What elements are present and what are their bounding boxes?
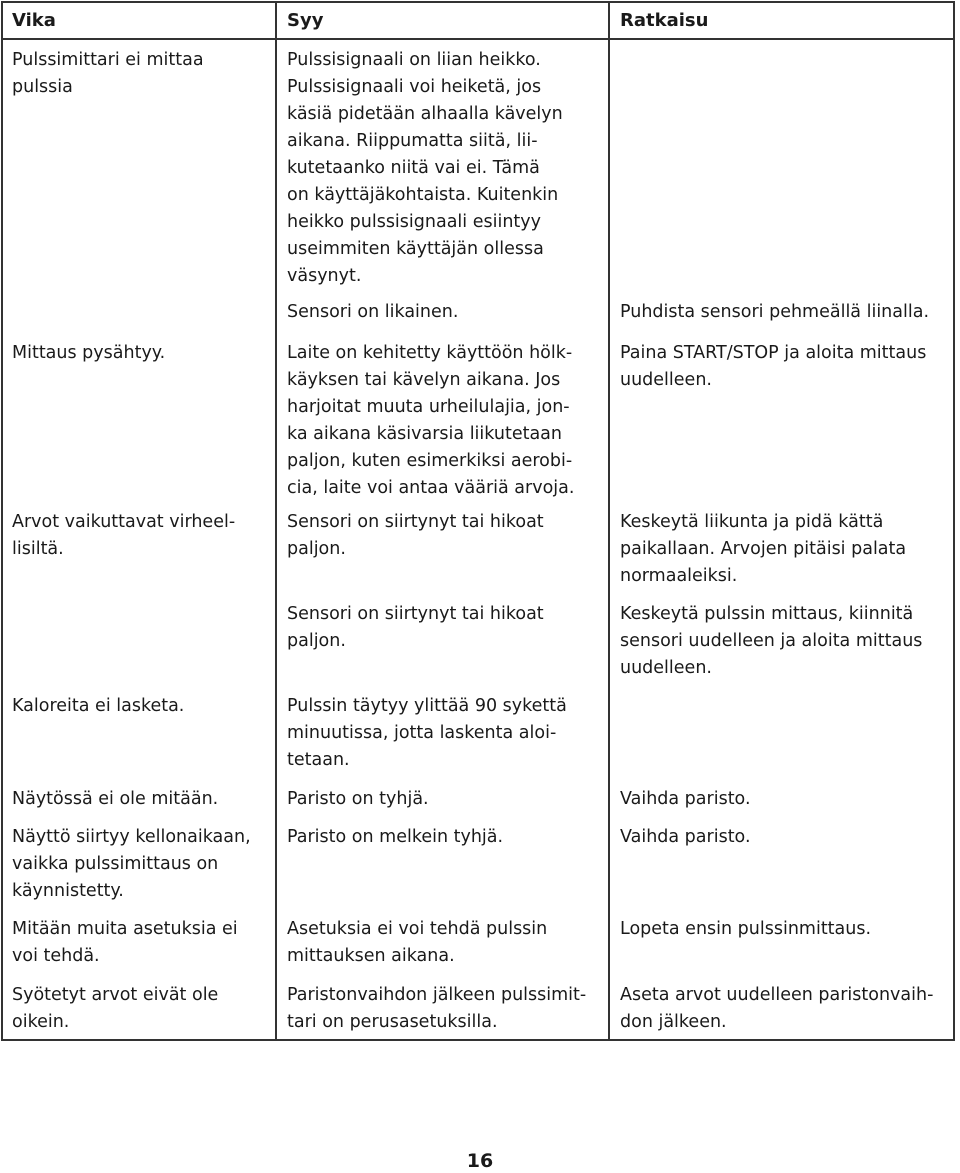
row-10-ratkaisu: Aseta arvot uudelleen paristonvaih- don jälkeen. <box>620 985 934 1032</box>
header-ratkaisu: Ratkaisu <box>620 10 709 31</box>
row-5-syy: Sensori on siirtynyt tai hikoat paljon. <box>287 604 544 651</box>
row-3-syy: Laite on kehitetty käyttöön hölk- käyksen tai kävelyn aikana. Jos harjoitat muuta urheilulajia, jon- ka aikana käsivarsia liikutetaan paljon, kuten esimerkiksi aerobi- cia, laite voi antaa vääriä arvoja. <box>287 343 575 498</box>
row-2-ratkaisu: Puhdista sensori pehmeällä liinalla. <box>620 302 930 322</box>
row-8-syy: Paristo on melkein tyhjä. <box>287 827 504 847</box>
row-4-ratkaisu: Keskeytä liikunta ja pidä kättä paikallaan. Arvojen pitäisi palata normaaleiksi. <box>620 512 907 586</box>
row-3-ratkaisu: Paina START/STOP ja aloita mittaus uudelleen. <box>620 343 927 390</box>
header-vika: Vika <box>12 10 56 31</box>
table-border-left <box>1 2 3 1041</box>
row-9-syy: Asetuksia ei voi tehdä pulssin mittauksen aikana. <box>287 919 548 966</box>
table-border-right <box>953 2 955 1041</box>
row-7-syy: Paristo on tyhjä. <box>287 789 429 809</box>
table-border-bottom <box>1 1039 955 1041</box>
row-8-ratkaisu: Vaihda paristo. <box>620 827 751 847</box>
row-1-vika: Pulssimittari ei mittaa pulssia <box>12 50 204 97</box>
row-5-ratkaisu: Keskeytä pulssin mittaus, kiinnitä sensori uudelleen ja aloita mittaus uudelleen. <box>620 604 923 678</box>
row-2-syy: Sensori on likainen. <box>287 302 459 322</box>
header-divider <box>1 38 955 40</box>
row-4-syy: Sensori on siirtynyt tai hikoat paljon. <box>287 512 544 559</box>
row-4-vika: Arvot vaikuttavat virheel- lisiltä. <box>12 512 236 559</box>
header-syy: Syy <box>287 10 324 31</box>
row-9-ratkaisu: Lopeta ensin pulssinmittaus. <box>620 919 872 939</box>
row-1-syy: Pulssisignaali on liian heikko. Pulssisignaali voi heiketä, jos käsiä pidetään alhaalla kävelyn aikana. Riippumatta siitä, lii- kutetaanko niitä vai ei. Tämä on käyttäjäkohtaista. Kuitenkin heikko pulssisignaali esiintyy useimmiten käyttäjän ollessa väsynyt. <box>287 50 563 286</box>
row-6-syy: Pulssin täytyy ylittää 90 sykettä minuutissa, jotta laskenta aloi- tetaan. <box>287 696 567 770</box>
table-border-top <box>1 1 955 3</box>
row-3-vika: Mittaus pysähtyy. <box>12 343 166 363</box>
row-6-vika: Kaloreita ei lasketa. <box>12 696 185 716</box>
row-8-vika: Näyttö siirtyy kellonaikaan, vaikka pulssimittaus on käynnistetty. <box>12 827 251 901</box>
row-7-vika: Näytössä ei ole mitään. <box>12 789 219 809</box>
column-divider-2 <box>608 2 610 1041</box>
row-7-ratkaisu: Vaihda paristo. <box>620 789 751 809</box>
column-divider-1 <box>275 2 277 1041</box>
row-10-vika: Syötetyt arvot eivät ole oikein. <box>12 985 219 1032</box>
row-9-vika: Mitään muita asetuksia ei voi tehdä. <box>12 919 238 966</box>
row-10-syy: Paristonvaihdon jälkeen pulssimit- tari on perusasetuksilla. <box>287 985 587 1032</box>
page-number: 16 <box>466 1150 494 1172</box>
